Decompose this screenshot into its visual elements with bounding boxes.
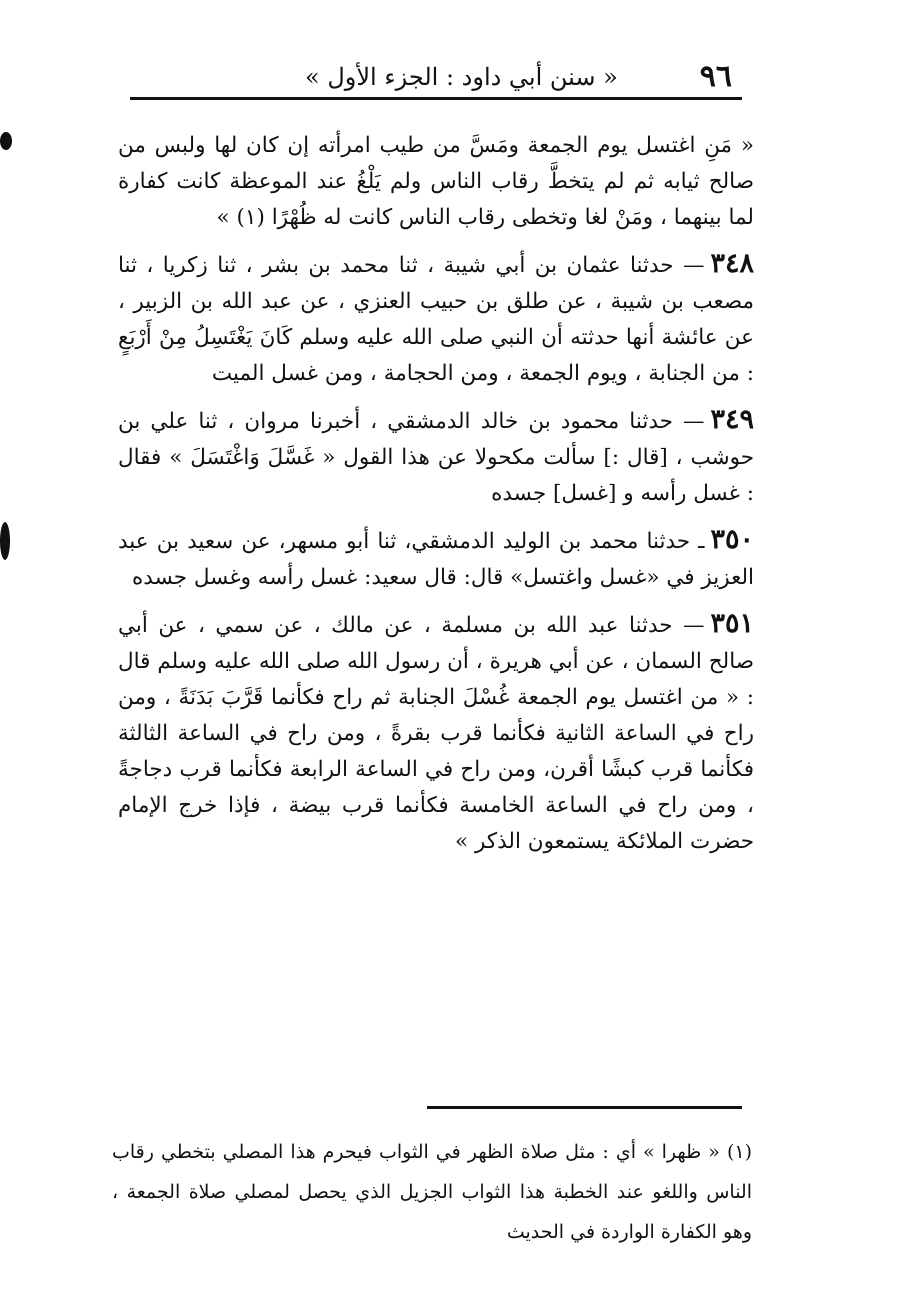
- hadith-348: [118, 246, 754, 392]
- binding-mark: [0, 522, 10, 560]
- paragraph-text: — حدثنا محمود بن خالد الدمشقي ، أخبرنا مروان ، ثنا علي بن حوشب ، [قال :] سألت مكحولا عن هذا القول « غَسَّلَ وَاغْتَسَلَ » فقال : غسل رأسه و [غسل] جسده: [118, 409, 754, 506]
- footnote-rule: [427, 1106, 742, 1109]
- hadith-number: ٣٤٨: [710, 248, 754, 279]
- binding-mark: [0, 132, 12, 150]
- header-rule: [130, 97, 742, 100]
- page-number: ٩٦: [699, 59, 732, 94]
- paragraph-continuation: [118, 128, 754, 236]
- hadith-351: [118, 606, 754, 860]
- paragraph-text: ـ حدثنا محمد بن الوليد الدمشقي، ثنا أبو مسهر، عن سعيد بن عبد العزيز في «غسل واغتسل» قال: قال سعيد: غسل رأسه وغسل جسده: [118, 529, 754, 590]
- hadith-number: ٣٥٠: [710, 524, 754, 555]
- hadith-number: ٣٤٩: [710, 404, 754, 435]
- paragraph-text: — حدثنا عبد الله بن مسلمة ، عن مالك ، عن سمي ، عن أبي صالح السمان ، عن أبي هريرة ، أن رسول الله صلى الله عليه وسلم قال : « من اغتسل يوم الجمعة غُسْلَ الجنابة ثم راح فكأنما قَرَّبَ بَدَنَةً ، ومن راح في الساعة الثانية فكأنما قرب بقرةً ، ومن راح في الساعة الثالثة فكأنما قرب كبشًا أقرن، ومن راح في الساعة الرابعة فكأنما قرب دجاجةً ، ومن راح في الساعة الخامسة فكأنما قرب بيضة ، فإذا خرج الإمام حضرت الملائكة يستمعون الذكر »: [118, 613, 754, 854]
- paragraph-text: — حدثنا عثمان بن أبي شيبة ، ثنا محمد بن بشر ، ثنا زكريا ، ثنا مصعب بن شيبة ، عن طلق بن حبيب العنزي ، عن عبد الله بن الزبير ، عن عائشة أنها حدثته أن النبي صلى الله عليه وسلم كَانَ يَغْتَسِلُ مِنْ أَرْبَعٍ : من الجنابة ، ويوم الجمعة ، ومن الحجامة ، ومن غسل الميت: [118, 253, 754, 386]
- paragraph-text: « مَنِ اغتسل يوم الجمعة ومَسَّ من طيب امرأته إن كان لها ولبس من صالح ثيابه ثم لم يتخطَّ رقاب الناس ولم يَلْغُ عند الموعظة كانت كفارة لما بينهما ، ومَنْ لغا وتخطى رقاب الناس كانت له ظُهْرًا (١) »: [118, 133, 754, 230]
- hadith-349: [118, 402, 754, 512]
- hadith-number: ٣٥١: [710, 608, 754, 639]
- hadith-350: [118, 522, 754, 596]
- running-title: « سنن أبي داود : الجزء الأول »: [305, 63, 618, 91]
- main-text: [118, 128, 754, 870]
- page-header: [130, 58, 742, 96]
- footnote-text: (١) « ظهرا » أي : مثل صلاة الظهر في الثواب فيحرم هذا المصلي بتخطي رقاب الناس واللغو عند الخطبة هذا الثواب الجزيل الذي يحصل لمصلي صلاة الجمعة ، وهو الكفارة الواردة في الحديث: [112, 1141, 752, 1243]
- footnote: [112, 1132, 752, 1252]
